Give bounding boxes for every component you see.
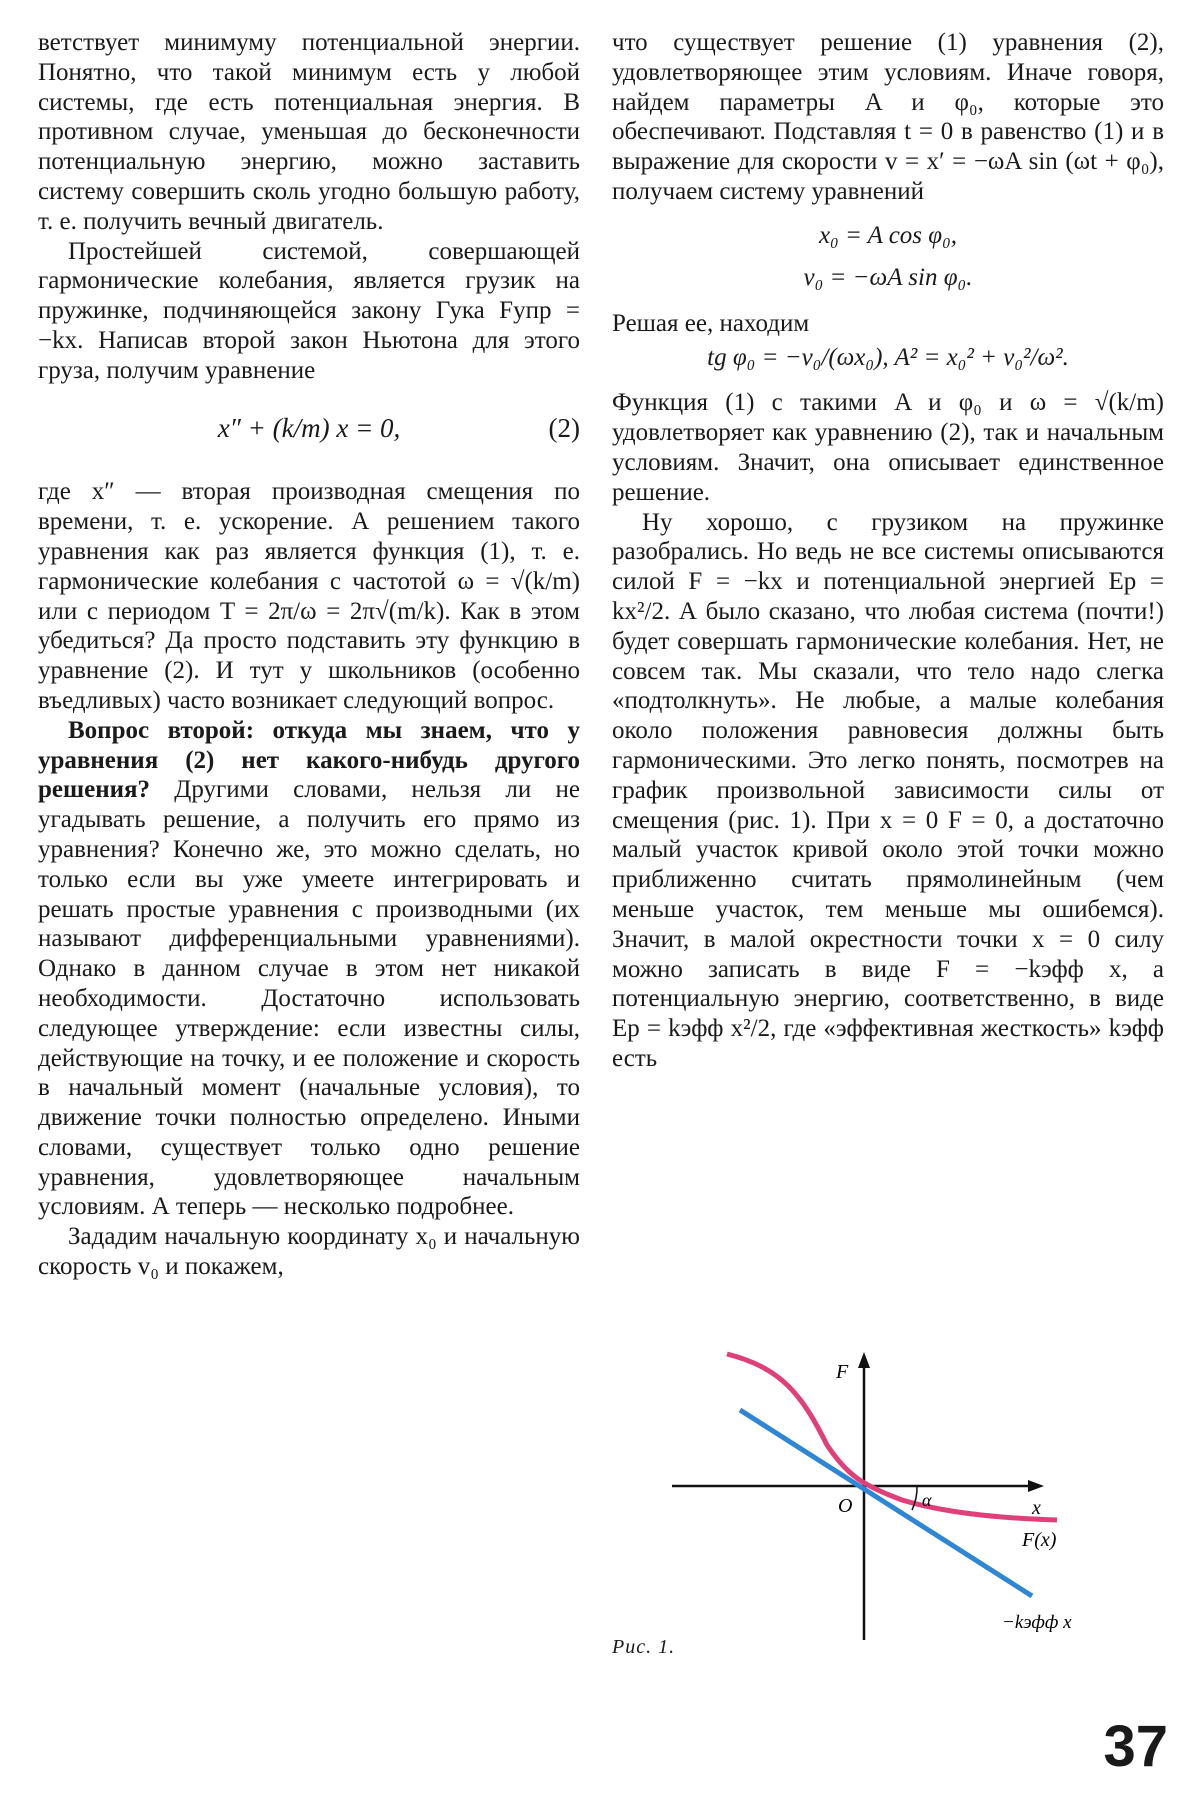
left-column [38, 28, 580, 1282]
paragraph: Функция (1) с такими A и φ₀ и ω = √(k/m) удовлетворяет как уравнению (2), так и начальным условиям. Значит, она описывает единственное решение. [612, 389, 1164, 506]
right-column [612, 28, 1164, 1074]
angle-label: α [922, 1490, 932, 1510]
equation-2 [38, 414, 580, 444]
equation-text: x″ + (k/m) x = 0, [217, 412, 401, 443]
force-displacement-graph [612, 1340, 1164, 1670]
equation-system [612, 215, 1164, 299]
equation-number: (2) [548, 412, 580, 443]
paragraph [38, 716, 580, 1223]
paragraph: Решая ее, находим [612, 309, 810, 337]
page-number: 37 [1103, 1714, 1168, 1779]
paragraph: ветствует минимуму потенциальной энергии. Понятно, что такой минимум есть у любой системы, где есть потенциальная энергия. В противном случае, уменьшая до бесконечности потенциальную энергию, можно заставить систему совершить сколь угодно большую работу, т. е. получить вечный двигатель. [38, 29, 580, 235]
y-axis-arrow-icon [858, 1352, 870, 1368]
equation-solution: tg φ₀ = −v₀/(ωx₀), A² = x₀² + v₀²/ω². [707, 343, 1069, 371]
paragraph: Ну хорошо, с грузиком на пружинке разобрались. Но ведь не все системы описываются силой F = −kx и потенциальной энергией Ep = kx²/2. А было сказано, что любая система (почти!) будет совершать гармонические колебания. Нет, не совсем так. Мы сказали, что тело надо слегка «подтолкнуть». Не любые, а малые колебания около положения равновесия должны быть гармоническими. Это легко понять, посмотрев на график произвольной зависимости силы от смещения (рис. 1). При x = 0 F = 0, а достаточно малый участок кривой около этой точки можно приближенно считать прямолинейным (чем меньше участок, тем меньше мы ошибемся). Значит, в малой окрестности точки x = 0 силу можно записать в виде F = −kэфф x, а потенциальную энергию, соответственно, в виде Ep = kэфф x²/2, где «эффективная жесткость» kэфф есть [612, 508, 1164, 1072]
equation-v0: v₀ = −ωA sin φ₀. [803, 263, 973, 291]
tangent-line [740, 1410, 1032, 1596]
x-axis-label: x [1032, 1497, 1041, 1519]
force-curve [727, 1354, 1057, 1520]
paragraph: Простейшей системой, совершающей гармонические колебания, является грузик на пружинке, подчиняющейся закону Гука Fупр = −kx. Написав второй закон Ньютона для этого груза, получим уравнение [38, 237, 580, 384]
y-axis-label: F [836, 1361, 849, 1383]
paragraph: где x″ — вторая производная смещения по времени, т. е. ускорение. А решением такого уравнения как раз является функция (1), т. е. гармонические колебания с частотой ω = √(k/m) или с периодом T = 2π/ω = 2π√(m/k). Как в этом убедиться? Да просто подставить эту функцию в уравнение (2). И тут у школьников (особенно въедливых) часто возникает следующий вопрос. [38, 478, 580, 714]
line-label: −kэфф x [1002, 1612, 1072, 1633]
equation-x0: x₀ = A cos φ₀, [818, 221, 958, 249]
paragraph: Зададим начальную координату x₀ и начальную скорость v₀ и покажем, [38, 1223, 580, 1281]
curve-label: F(x) [1022, 1529, 1057, 1551]
paragraph: что существует решение (1) уравнения (2), удовлетворяющее этим условиям. Иначе говоря, найдем параметры A и φ₀, которые это обеспечивают. Подставляя t = 0 в равенство (1) и в выражение для скорости v = x′ = −ωA sin (ωt + φ₀), получаем систему уравнений [612, 29, 1164, 205]
x-axis-arrow-icon [1028, 1480, 1044, 1492]
figure-1 [612, 1340, 1164, 1670]
origin-label: O [838, 1495, 853, 1517]
paragraph-text: Другими словами, нельзя ли не угадывать решение, а получить его прямо из уравнения? Конечно же, это можно сделать, но только если вы уже умеете интегрировать и решать простые уравнения с производными (их называют дифференциальными уравнениями). Однако в данном случае в этом нет никакой необходимости. Достаточно использовать следующее утверждение: если известны силы, действующие на точку, и ее положение и скорость в начальный момент (начальные условия), то движение точки полностью определено. Иными словами, существует только одно решение уравнения, удовлетворяющее начальным условиям. А теперь — несколько подробнее. [38, 776, 580, 1221]
figure-caption: Рис. 1. [612, 1636, 676, 1658]
bold-question: Вопрос второй: откуда мы знаем, что у уравнения (2) нет какого-нибудь другого решения? [38, 716, 580, 804]
